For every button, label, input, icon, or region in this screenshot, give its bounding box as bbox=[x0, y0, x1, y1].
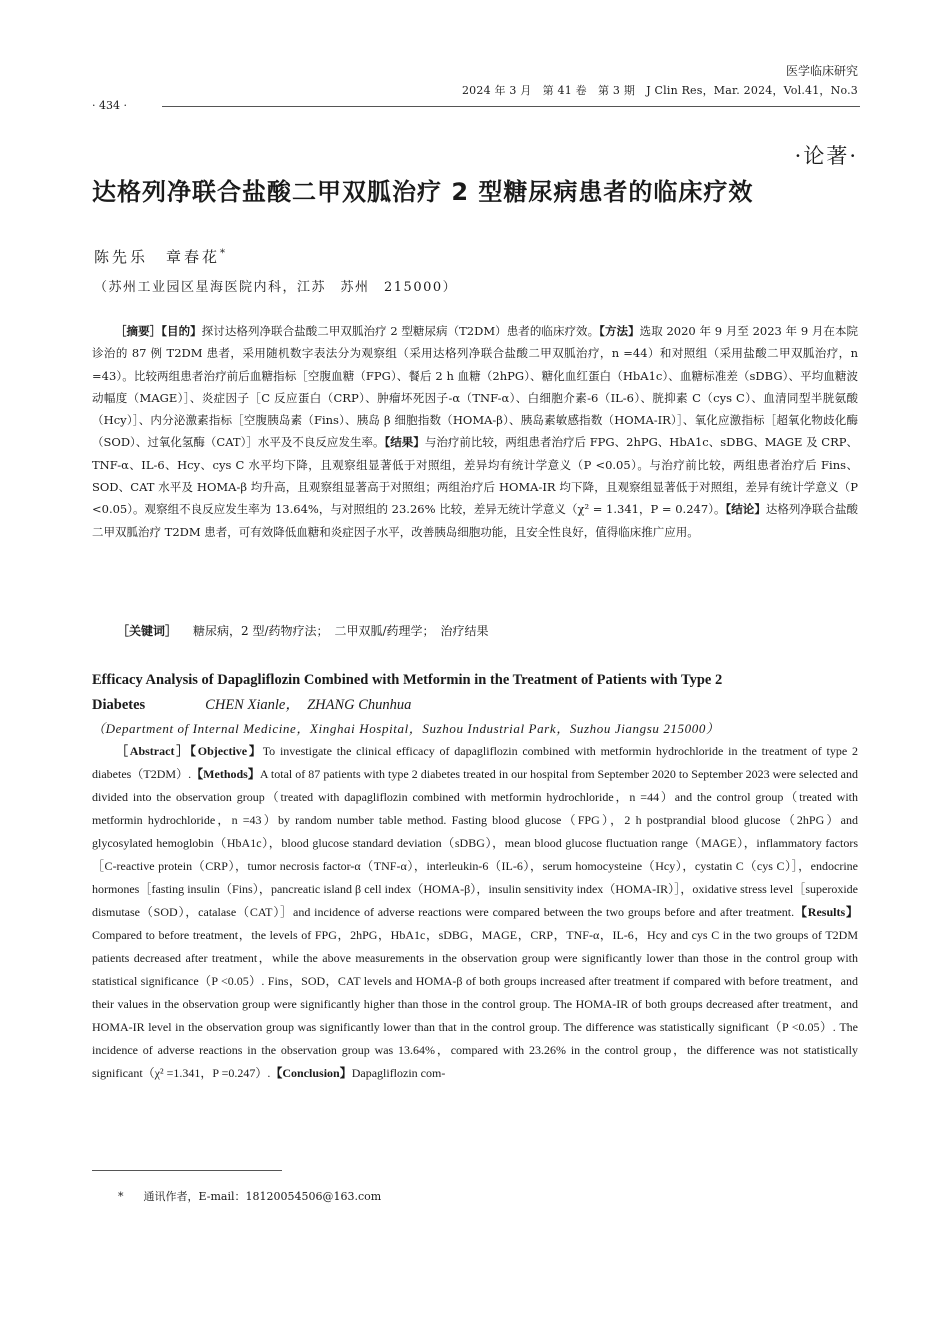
results-label: 【结果】 bbox=[384, 435, 425, 450]
article-title: 达格列净联合盐酸二甲双胍治疗 2 型糖尿病患者的临床疗效 bbox=[92, 178, 754, 206]
abstract-english bbox=[92, 740, 858, 1085]
objective-en-label: 【Objective】 bbox=[190, 744, 263, 758]
english-authors: CHEN Xianle， ZHANG Chunhua bbox=[205, 697, 412, 713]
keywords-label: ［关键词］ bbox=[117, 624, 178, 638]
header-divider bbox=[162, 106, 860, 107]
methods-en-text: A total of 87 patients with type 2 diabetes treated in our hospital from September 2020 to September 2023 were selected and divided into the observation group（treated with dapagliflozin combined with metformin hydrochloride，n =44）and the control group（treated with metformin hydrochloride，n =43）by random number table method. Fasting blood glucose（FPG），2 h postprandial blood glucose（2hPG）and glycosylated hemoglobin（HbA1c），blood glucose standard deviation（sDBG），mean blood glucose fluctuation range（MAGE），inflammatory factors［C-reactive protein（CRP），tumor necrosis factor-α（TNF-α），interleukin-6（IL-6），serum homocysteine（Hcy），cystatin C（cys C）］，endocrine hormones［fasting insulin（Fins），pancreatic island β cell index（HOMA-β），insulin sensitivity index（HOMA-IR）］，oxidative stress level［superoxide dismutase（SOD），catalase（CAT）］and incidence of adverse reactions were compared between the two groups before and after treatment. bbox=[92, 767, 859, 919]
abstract-en-label: ［Abstract］ bbox=[116, 744, 191, 758]
conclusion-text: 达格列净联合盐酸二甲双胍治疗 T2DM 患者，可有效降低血糖和炎症因子水平，改善胰岛细胞功能，且安全性良好，值得临床推广应用。 bbox=[92, 502, 859, 539]
affiliation: （苏州工业园区星海医院内科，江苏 苏州 215000） bbox=[94, 280, 458, 295]
english-title-text: Efficacy Analysis of Dapagliflozin Combined with Metformin in the Treatment of Patients with Type 2 Diabetes bbox=[92, 672, 723, 713]
footnote-mark: * bbox=[118, 1190, 124, 1203]
abstract-chinese bbox=[92, 320, 858, 543]
authors bbox=[94, 246, 228, 267]
journal-name: 医学临床研究 bbox=[785, 64, 858, 78]
author-names: 陈先乐 章春花 bbox=[94, 248, 221, 266]
objective-en-text: To investigate the clinical efficacy of dapagliflozin combined with metformin hydrochloride in the treatment of type 2 diabetes（T2DM）. bbox=[92, 744, 858, 781]
section-tag: ·论著· bbox=[794, 144, 858, 168]
results-en-label: 【Results】 bbox=[794, 905, 858, 919]
results-en-text: Compared to before treatment，the levels of FPG，2hPG，HbA1c，sDBG，MAGE，CRP，TNF-α，IL-6，Hcy and cys C in the two groups of T2DM patients decreased after treatment，while the above measurements in the observation group were significantly lower than those in the control group with statistical significance（P <0.05）. Fins，SOD，CAT levels and HOMA-β of both groups increased after treatment if compared with before treatment，and their values in the observation group were significantly higher than those in the control group. The HOMA-IR of both groups decreased after treatment，and HOMA-IR level in the observation group was significantly lower than that in the control group. The difference was statistically significant（P <0.05）. The incidence of adverse reactions in the observation group was 13.64%，compared with 23.26% in the control group，the difference was not statistically significant（χ² =1.341，P =0.247）. bbox=[92, 928, 858, 1080]
issue-info: 2024 年 3 月 第 41 卷 第 3 期 J Clin Res，Mar. 2024，Vol.41，No.3 bbox=[461, 84, 858, 97]
conclusion-label: 【结论】 bbox=[725, 502, 766, 517]
keywords bbox=[117, 622, 489, 639]
methods-label: 【方法】 bbox=[599, 324, 640, 338]
objective-label: 【目的】 bbox=[161, 324, 202, 338]
results-text: 与治疗前比较，两组患者治疗后 FPG、2hPG、HbA1c、sDBG、MAGE 及 CRP、TNF-α、IL-6、Hcy、cys C 水平均下降，且观察组显著低于对照组，差异均有统计学意义（P <0.05）。与治疗前比较，两组患者治疗后 Fins、SOD、CAT 水平及 HOMA-β 均升高，且观察组显著高于对照组；两组治疗后 HOMA-IR 均下降，且观察组显著低于对照组，差异有统计学意义（P <0.05）。观察组不良反应发生率为 13.64%，与对照组的 23.26% 比较，差异无统计学意义（χ² = 1.341，P = 0.247）。 bbox=[92, 435, 859, 517]
conclusion-en-label: 【Conclusion】 bbox=[270, 1066, 352, 1080]
page-number: · 434 · bbox=[92, 99, 127, 112]
english-affiliation: （Department of Internal Medicine，Xinghai Hospital，Suzhou Industrial Park，Suzhou Jiangsu 215000） bbox=[92, 721, 720, 736]
footnote bbox=[118, 1188, 381, 1204]
methods-en-label: 【Methods】 bbox=[191, 767, 260, 781]
abstract-label: ［摘要］ bbox=[115, 324, 162, 338]
footnote-divider bbox=[92, 1170, 282, 1171]
english-title bbox=[92, 668, 860, 718]
corresponding-author-mark: * bbox=[220, 248, 229, 259]
objective-text: 探讨达格列净联合盐酸二甲双胍治疗 2 型糖尿病（T2DM）患者的临床疗效。 bbox=[201, 324, 600, 338]
footnote-text: 通讯作者，E-mail：18120054506@163.com bbox=[143, 1190, 382, 1203]
methods-text: 选取 2020 年 9 月至 2023 年 9 月在本院诊治的 87 例 T2DM 患者，采用随机数字表法分为观察组（采用达格列净联合盐酸二甲双胍治疗，n =44）和对照组（采用盐酸二甲双胍治疗，n =43）。比较两组患者治疗前后血糖指标［空腹血糖（FPG）、餐后 2 h 血糖（2hPG）、糖化血红蛋白（HbA1c）、血糖标准差（sDBG）、平均血糖波动幅度（MAGE）］、炎症因子［C 反应蛋白（CRP）、肿瘤坏死因子-α（TNF-α）、白细胞介素-6（IL-6）、胱抑素 C（cys C）、血清同型半胱氨酸（Hcy）］、内分泌激素指标［空腹胰岛素（Fins）、胰岛 β 细胞指数（HOMA-β）、胰岛素敏感指数（HOMA-IR）］、氧化应激指标［超氧化物歧化酶（SOD）、过氧化氢酶（CAT）］水平及不良反应发生率。 bbox=[92, 324, 859, 450]
keywords-text: 糖尿病，2 型/药物疗法； 二甲双胍/药理学； 治疗结果 bbox=[193, 624, 489, 638]
conclusion-en-text: Dapagliflozin com- bbox=[351, 1066, 446, 1080]
